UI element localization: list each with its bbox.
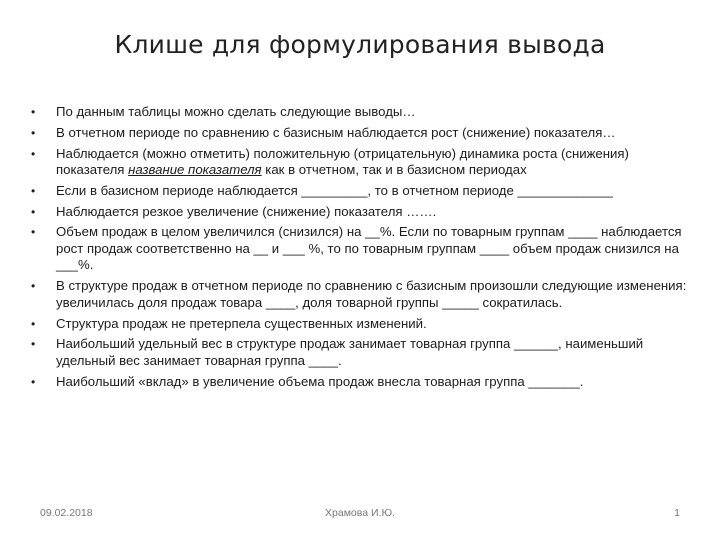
bullet-item [31, 104, 691, 121]
bullet-item [31, 374, 691, 391]
bullet-item [31, 224, 691, 274]
bullet-text: В структуре продаж в отчетном периоде по сравнению с базисным произошли следующие изменения: увеличилась доля продаж товара ____, доля товарной группы _____ сократилась. [56, 278, 687, 310]
bullet-marker: • [31, 279, 36, 294]
bullet-marker: • [31, 204, 36, 219]
bullet-item [31, 336, 691, 369]
bullet-marker: • [31, 146, 36, 161]
bullet-marker: • [31, 183, 36, 198]
bullet-marker: • [31, 316, 36, 331]
bullet-marker: • [31, 125, 36, 140]
bullet-item [31, 316, 691, 333]
bullet-text: Наблюдается резкое увеличение (снижение) показателя ……. [56, 203, 437, 219]
underlined-term: название показателя [128, 162, 262, 178]
footer-page-number: 1 [674, 507, 680, 519]
bullet-text: Объем продаж в целом увеличился (снизился) на __%. Если по товарным группам ____ наблюдается рост продаж соответственно на __ и ___ %, то по товарным группам ____ объем продаж снизился на ___%. [56, 224, 682, 273]
bullet-text: как в отчетном, так и в базисном периодах [261, 162, 527, 178]
slide-title: Клише для формулирования вывода [114, 30, 606, 59]
bullet-text: В отчетном периоде по сравнению с базисным наблюдается рост (снижение) показателя… [56, 124, 616, 140]
bullet-text: Если в базисном периоде наблюдается _________, то в отчетном периоде _____________ [56, 182, 613, 198]
bullet-list [31, 104, 691, 394]
bullet-item [31, 125, 691, 142]
bullet-marker: • [31, 225, 36, 240]
footer-date: 09.02.2018 [40, 507, 93, 519]
bullet-text: Наибольший «вклад» в увеличение объема продаж внесла товарная группа _______. [56, 373, 584, 389]
bullet-item [31, 183, 691, 200]
bullet-marker: • [31, 337, 36, 352]
bullet-marker: • [31, 105, 36, 119]
bullet-text: По данным таблицы можно сделать следующие выводы… [56, 104, 416, 119]
bullet-item [31, 146, 691, 179]
bullet-text: Наблюдается (можно отметить) положительную (отрицательную) динамика роста (снижения) показателя [56, 145, 629, 178]
bullet-item [31, 278, 691, 311]
bullet-text: Наибольший удельный вес в структуре продаж занимает товарная группа ______, наименьший удельный вес занимает товарная группа ____. [56, 336, 644, 368]
bullet-marker: • [31, 374, 36, 389]
footer-author: Храмова И.Ю. [325, 507, 395, 519]
bullet-item [31, 204, 691, 221]
bullet-text: Структура продаж не претерпела существенных изменений. [56, 315, 427, 331]
